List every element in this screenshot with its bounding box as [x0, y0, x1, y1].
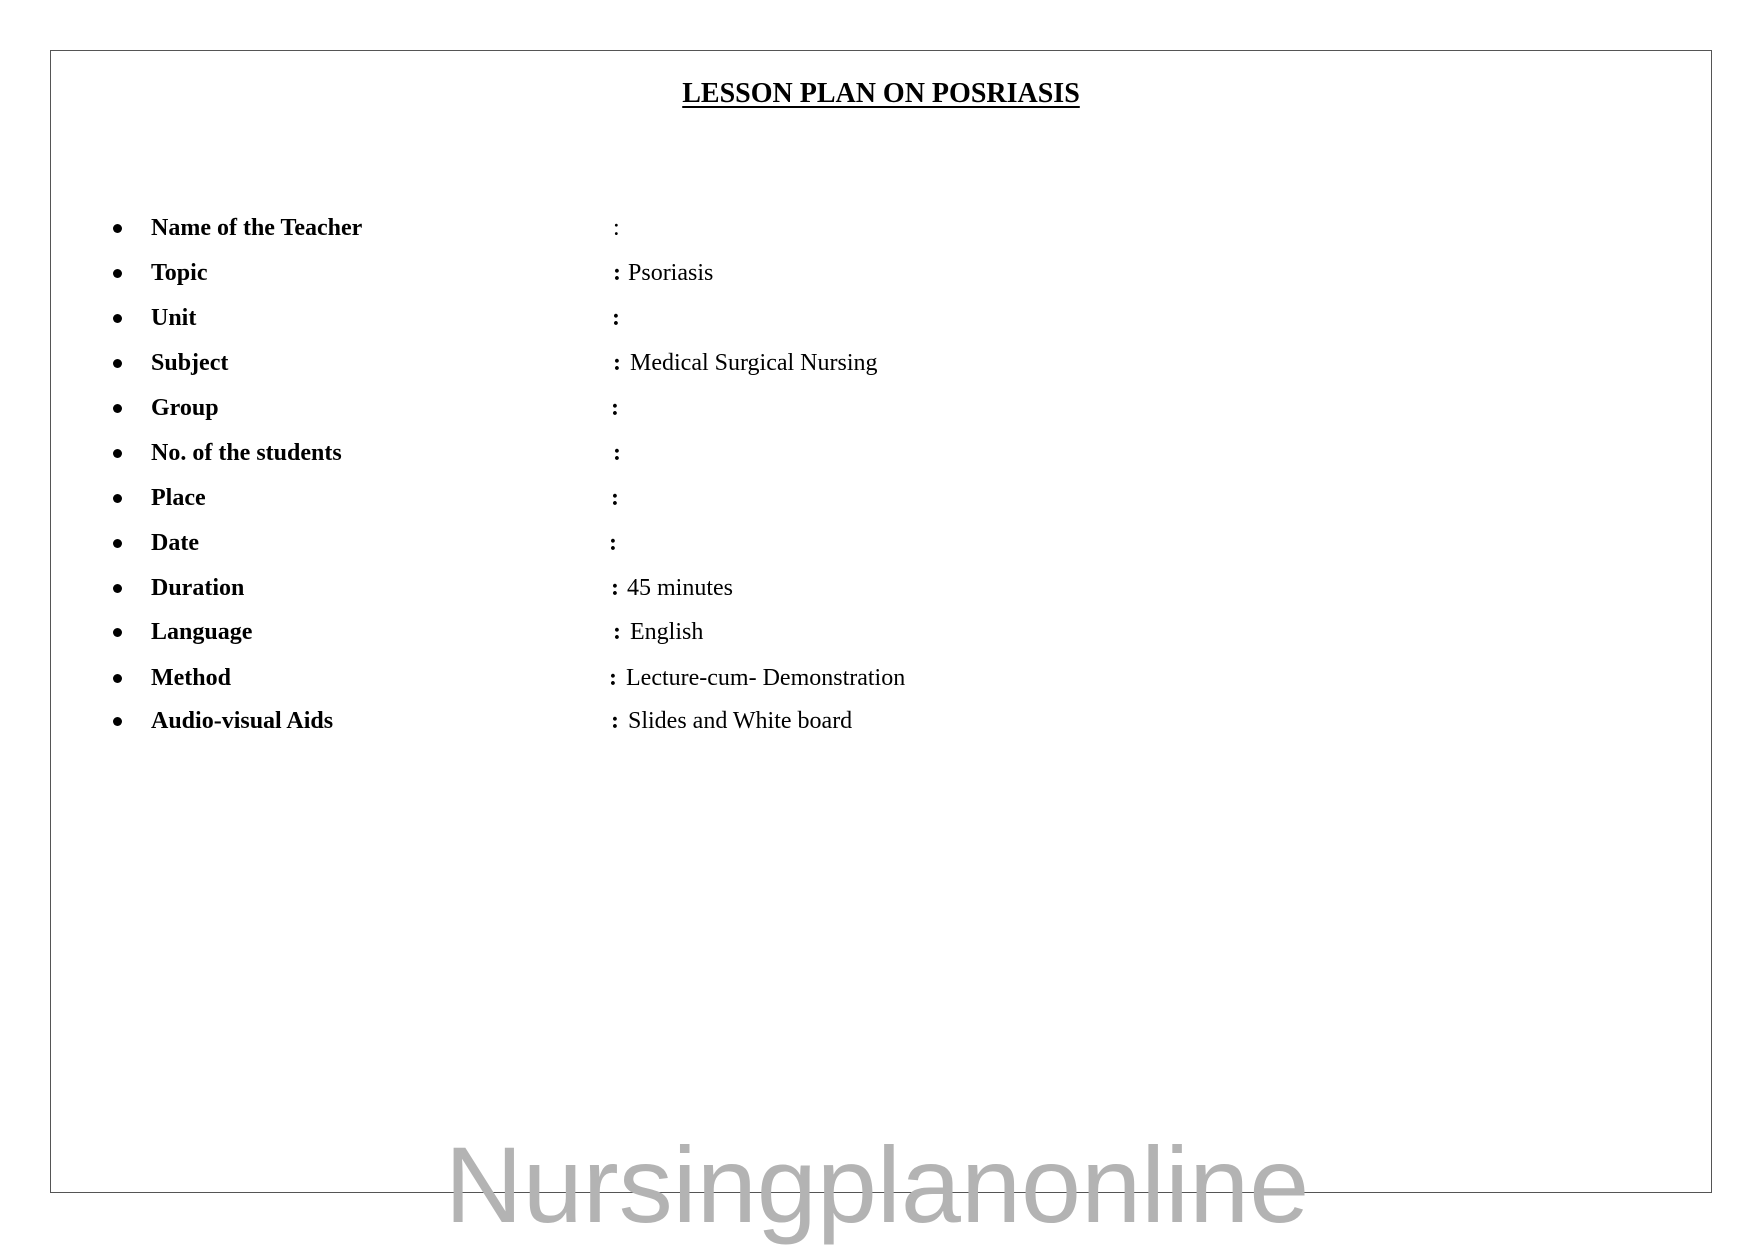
field-colon: :	[611, 395, 619, 421]
bullet-icon	[113, 359, 122, 368]
bullet-icon	[113, 404, 122, 413]
field-colon: :	[611, 708, 619, 734]
bullet-icon	[113, 224, 122, 233]
list-item-date	[51, 526, 1711, 560]
field-label: Subject	[151, 350, 229, 376]
list-item-place	[51, 481, 1711, 515]
page-frame	[50, 50, 1712, 1193]
list-item-teacher	[51, 211, 1711, 245]
list-item-duration	[51, 571, 1711, 605]
bullet-icon	[113, 674, 122, 683]
list-item-unit	[51, 301, 1711, 335]
field-label: Unit	[151, 305, 197, 331]
field-value: Psoriasis	[628, 260, 714, 286]
field-colon: :	[609, 665, 617, 691]
field-label: Group	[151, 395, 219, 421]
field-colon: :	[613, 260, 621, 286]
field-value: Medical Surgical Nursing	[630, 350, 878, 376]
bullet-icon	[113, 628, 122, 637]
field-label: No. of the students	[151, 440, 342, 466]
field-value: 45 minutes	[627, 575, 733, 601]
bullet-icon	[113, 449, 122, 458]
document-title: LESSON PLAN ON POSRIASIS	[682, 78, 1080, 109]
list-item-group	[51, 391, 1711, 425]
list-item-language	[51, 615, 1711, 649]
field-label: Place	[151, 485, 206, 511]
bullet-icon	[113, 584, 122, 593]
field-label: Audio-visual Aids	[151, 708, 334, 734]
field-colon: :	[613, 619, 621, 645]
field-value: Slides and White board	[628, 708, 853, 734]
field-label: Topic	[151, 260, 208, 286]
field-label: Duration	[151, 575, 245, 601]
field-colon: :	[613, 215, 620, 241]
list-item-method	[51, 661, 1711, 695]
bullet-icon	[113, 269, 122, 278]
bullet-icon	[113, 539, 122, 548]
field-colon: :	[611, 485, 619, 511]
watermark-text: Nursingplanonline	[444, 1124, 1310, 1245]
bullet-icon	[113, 717, 122, 726]
list-item-av-aids	[51, 704, 1711, 738]
field-label: Name of the Teacher	[151, 215, 363, 241]
list-item-students	[51, 436, 1711, 470]
field-colon: :	[611, 575, 619, 601]
list-item-subject	[51, 346, 1711, 380]
field-label: Method	[151, 665, 231, 691]
field-colon: :	[613, 350, 621, 376]
bullet-icon	[113, 314, 122, 323]
field-colon: :	[609, 530, 617, 556]
list-item-topic	[51, 256, 1711, 290]
field-colon: :	[612, 305, 620, 331]
bullet-icon	[113, 494, 122, 503]
field-label: Language	[151, 619, 253, 645]
field-value: English	[630, 619, 704, 645]
field-value: Lecture-cum- Demonstration	[626, 665, 906, 691]
field-label: Date	[151, 530, 199, 556]
field-colon: :	[613, 440, 621, 466]
